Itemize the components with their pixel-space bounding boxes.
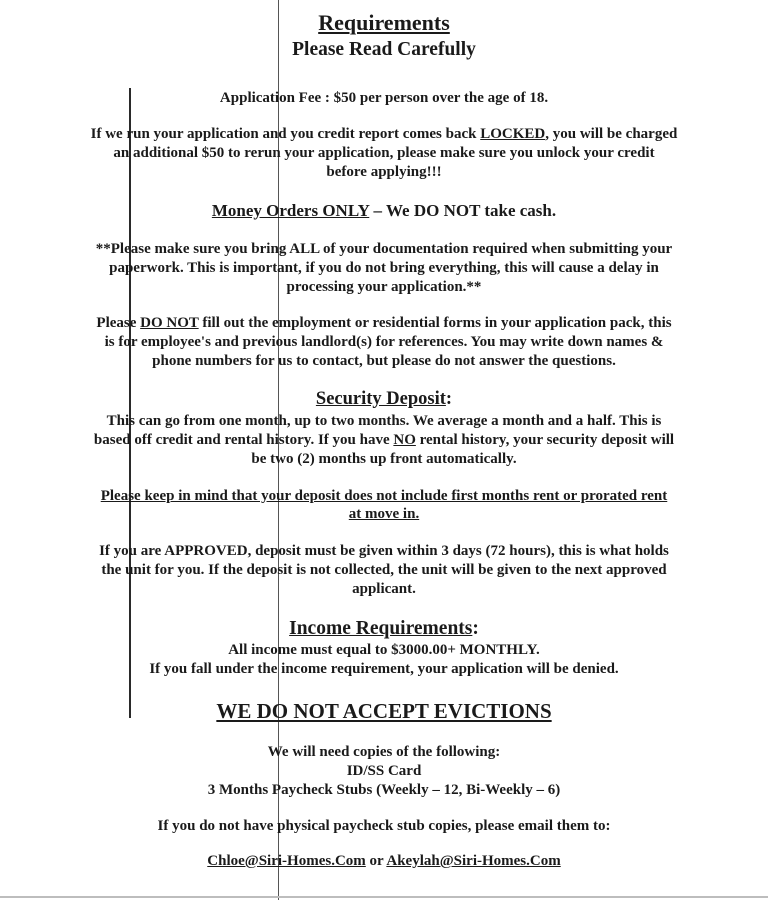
- locked-text-c: , you will be charged: [545, 126, 678, 142]
- copies-line-1: We will need copies of the following:: [267, 744, 501, 760]
- money-orders-emphasis: Money Orders ONLY: [211, 201, 370, 220]
- approved-line-2: the unit for you. If the deposit is not collected, the unit will be given to the next approved: [101, 562, 667, 578]
- forms-text-c: fill out the employment or residential forms in your application pack, this: [198, 315, 672, 331]
- locked-credit-line-3: before applying!!!: [326, 164, 442, 180]
- deposit-note-line-2: at move in.: [348, 506, 420, 522]
- copies-line-3: 3 Months Paycheck Stubs (Weekly – 12, Bi-Weekly – 6): [207, 782, 561, 798]
- email-contacts: [0, 853, 768, 870]
- copies-line-2: ID/SS Card: [346, 763, 422, 779]
- heading-colon: :: [472, 618, 479, 639]
- income-heading-text: Income Requirements: [289, 618, 473, 639]
- approved-line-1: If you are APPROVED, deposit must be given within 3 days (72 hours), this is what holds: [99, 543, 669, 559]
- income-heading: [0, 618, 768, 640]
- locked-credit-line-1: [0, 126, 768, 143]
- security-text-c: rental history, your security deposit will: [415, 432, 675, 448]
- security-emphasis: NO: [393, 432, 416, 448]
- income-line-2: If you fall under the income requirement, your application will be denied.: [149, 661, 619, 677]
- security-deposit-line-2: [0, 432, 768, 449]
- deposit-note-line-1: Please keep in mind that your deposit does not include first months rent or prorated rent: [100, 488, 668, 504]
- security-deposit-line-3: be two (2) months up front automatically.: [251, 451, 517, 467]
- forms-line-2: is for employee's and previous landlord(s) for references. You may write down names &: [104, 334, 664, 350]
- no-physical-copies-text: If you do not have physical paycheck stub copies, please email them to:: [157, 818, 611, 834]
- locked-text-a: If we run your application and you credit report comes back: [90, 126, 481, 142]
- locked-credit-line-2: an additional $50 to rerun your application, please make sure you unlock your credit: [113, 145, 655, 161]
- application-fee-text: Application Fee : $50 per person over the age of 18.: [219, 90, 549, 106]
- documentation-line-2: paperwork. This is important, if you do not bring everything, this will cause a delay in: [109, 260, 659, 276]
- forms-emphasis: DO NOT: [140, 315, 199, 331]
- approved-line-3: applicant.: [352, 581, 416, 597]
- documentation-line-3: processing your application.**: [286, 279, 482, 295]
- evictions-notice: WE DO NOT ACCEPT EVICTIONS: [216, 699, 552, 723]
- locked-emphasis: LOCKED: [480, 126, 546, 142]
- income-line-1: All income must equal to $3000.00+ MONTHLY.: [228, 642, 540, 658]
- email-link-akeylah[interactable]: Akeylah@Siri-Homes.Com: [386, 853, 561, 869]
- page-bottom-edge: [0, 896, 768, 898]
- page-subtitle: Please Read Carefully: [292, 39, 476, 60]
- documentation-line-1: **Please make sure you bring ALL of your documentation required when submitting your: [95, 241, 673, 257]
- money-orders-notice: [0, 201, 768, 221]
- page-title: Requirements: [318, 10, 450, 35]
- email-link-chloe[interactable]: Chloe@Siri-Homes.Com: [207, 853, 366, 869]
- security-text-a: based off credit and rental history. If you have: [93, 432, 394, 448]
- email-joiner: or: [365, 853, 387, 869]
- money-orders-text: – We DO NOT take cash.: [369, 201, 557, 220]
- heading-colon: :: [445, 389, 453, 409]
- forms-text-a: Please: [96, 315, 141, 331]
- forms-line-1: [0, 315, 768, 332]
- forms-line-3: phone numbers for us to contact, but please do not answer the questions.: [152, 353, 616, 369]
- security-deposit-heading-text: Security Deposit: [315, 389, 446, 409]
- security-deposit-line-1: This can go from one month, up to two months. We average a month and a half. This is: [106, 413, 662, 429]
- security-deposit-heading: [0, 389, 768, 410]
